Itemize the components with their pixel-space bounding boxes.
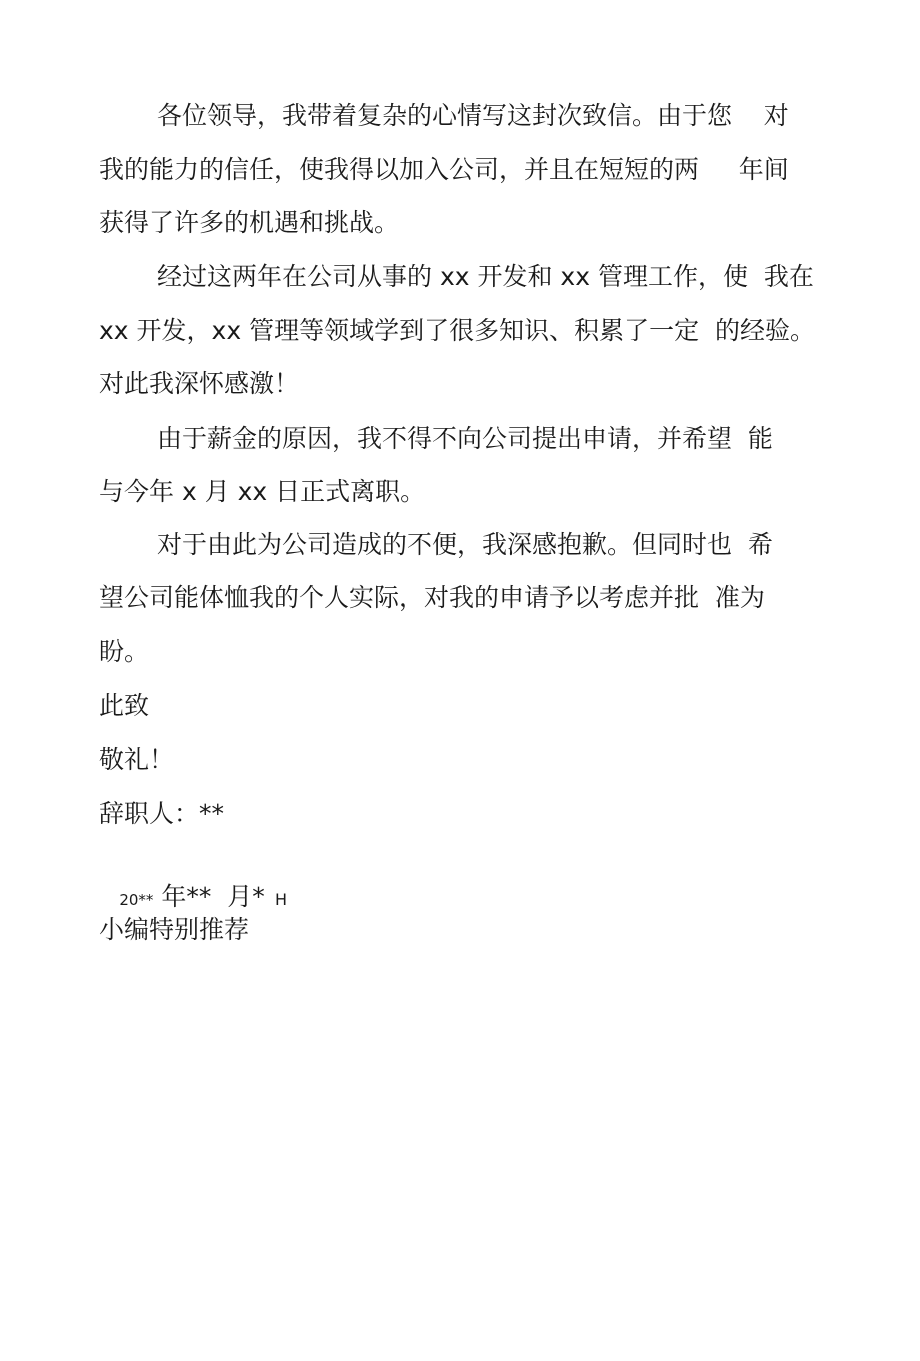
paragraph-4-line-2: 望公司能体恤我的个人实际，对我的申请予以考虑并批 准为 [99,583,765,612]
paragraph-3-line-2: 与今年 x 月 xx 日正式离职。 [99,477,426,506]
paragraph-2-line-3: 对此我深怀感激！ [99,369,300,398]
paragraph-4-line-3: 盼。 [99,637,150,666]
paragraph-3-line-1: 由于薪金的原因，我不得不向公司提出申请，并希望 能 [157,424,773,453]
date-rest: 年** 月* [153,882,265,911]
closing-text: 此致 [99,691,150,720]
paragraph-2-line-1: 经过这两年在公司从事的 xx 开发和 xx 管理工作，使 我在 [157,262,814,291]
paragraph-1-line-2: 我的能力的信任，使我得以加入公司，并且在短短的两 年间 [99,155,789,184]
paragraph-4-line-1: 对于由此为公司造成的不便，我深感抱歉。但同时也 希 [157,530,773,559]
paragraph-1-line-3: 获得了许多的机遇和挑战。 [99,208,400,237]
salutation-text: 敬礼！ [99,745,175,774]
footer-recommend: 小编特别推荐 [99,915,250,944]
paragraph-2-line-2: xx 开发，xx 管理等领域学到了很多知识、积累了一定 的经验。 [99,316,815,345]
paragraph-1-line-1: 各位领导，我带着复杂的心情写这封次致信。由于您 对 [157,101,789,130]
date-year-prefix: 20** [119,891,154,909]
date-suffix: H [264,890,287,909]
signer-line: 辞职人：** [99,799,225,828]
